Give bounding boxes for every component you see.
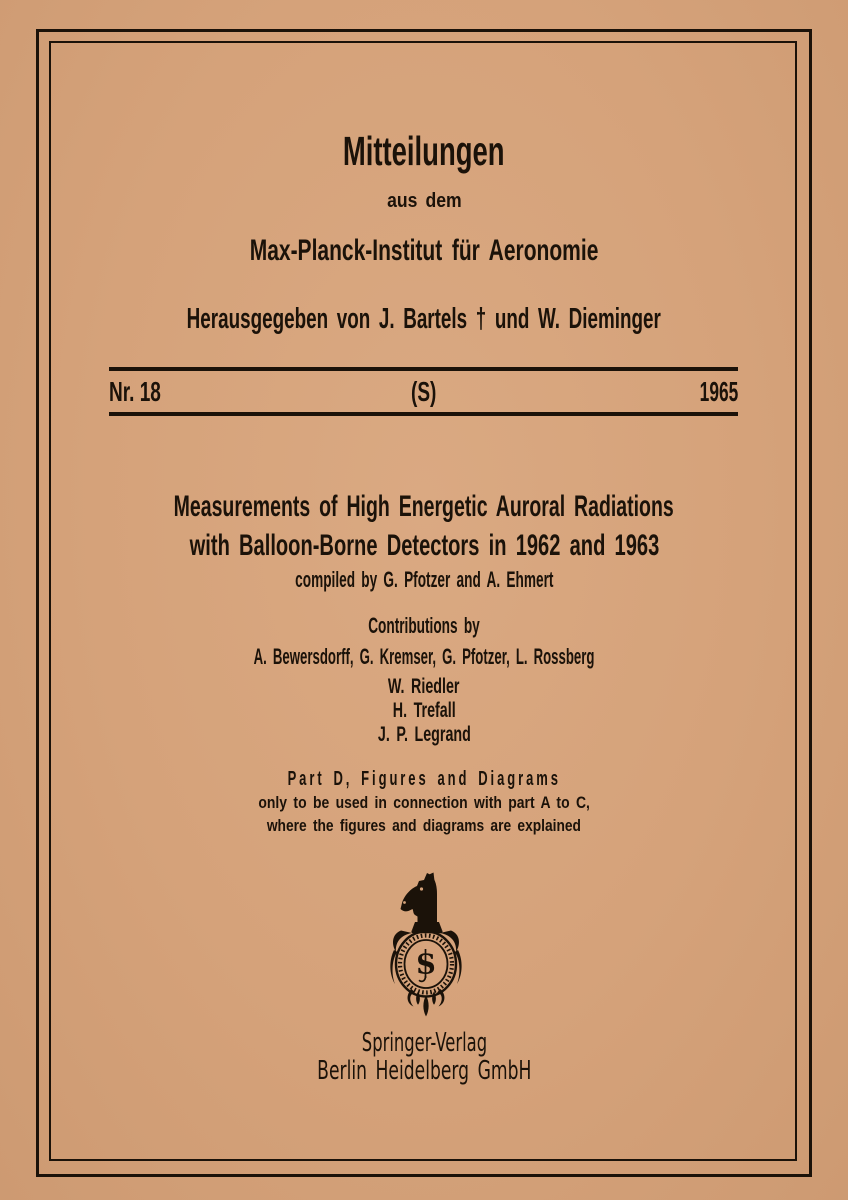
contributor-line: J. P. Legrand [377, 723, 471, 746]
compiled-by-line: compiled by G. Pfotzer and A. Ehmert [294, 567, 554, 592]
publisher-monogram: S [416, 949, 436, 981]
contributor-line: A. Bewersdorff, G. Kremser, G. Pfotzer, L. Rossberg [253, 644, 595, 669]
series-note: aus dem [386, 190, 462, 212]
contributor-line: W. Riedler [388, 675, 460, 698]
issue-year: 1965 [699, 376, 738, 407]
series-code: (S) [410, 376, 437, 407]
contributor-line: H. Trefall [392, 699, 456, 722]
issue-bar-top-rule [109, 367, 738, 371]
issue-number: Nr. 18 [109, 376, 161, 407]
main-title-line2: with Balloon-Borne Detectors in 1962 and 1963 [189, 529, 659, 562]
part-note-line2: where the figures and diagrams are explained [266, 816, 582, 835]
publisher-name: Springer-Verlag [361, 1028, 487, 1058]
issue-bar [109, 378, 738, 408]
publisher-location: Berlin Heidelberg GmbH [316, 1056, 532, 1086]
series-title: Mitteilungen [343, 128, 505, 174]
part-note-line1: only to be used in connection with part A to C, [258, 793, 590, 812]
institute-name: Max-Planck-Institut für Aeronomie [249, 234, 599, 267]
contributions-heading: Contributions by [368, 613, 480, 638]
issue-bar-bottom-rule [109, 412, 738, 416]
springer-knight-emblem [388, 872, 464, 1018]
knight-icon [401, 873, 438, 922]
main-title-line1: Measurements of High Energetic Auroral Radiations [173, 490, 675, 523]
part-heading: Part D, Figures and Diagrams [287, 768, 561, 790]
editors-line: Herausgegeben von J. Bartels † und W. Dieminger [186, 303, 662, 335]
